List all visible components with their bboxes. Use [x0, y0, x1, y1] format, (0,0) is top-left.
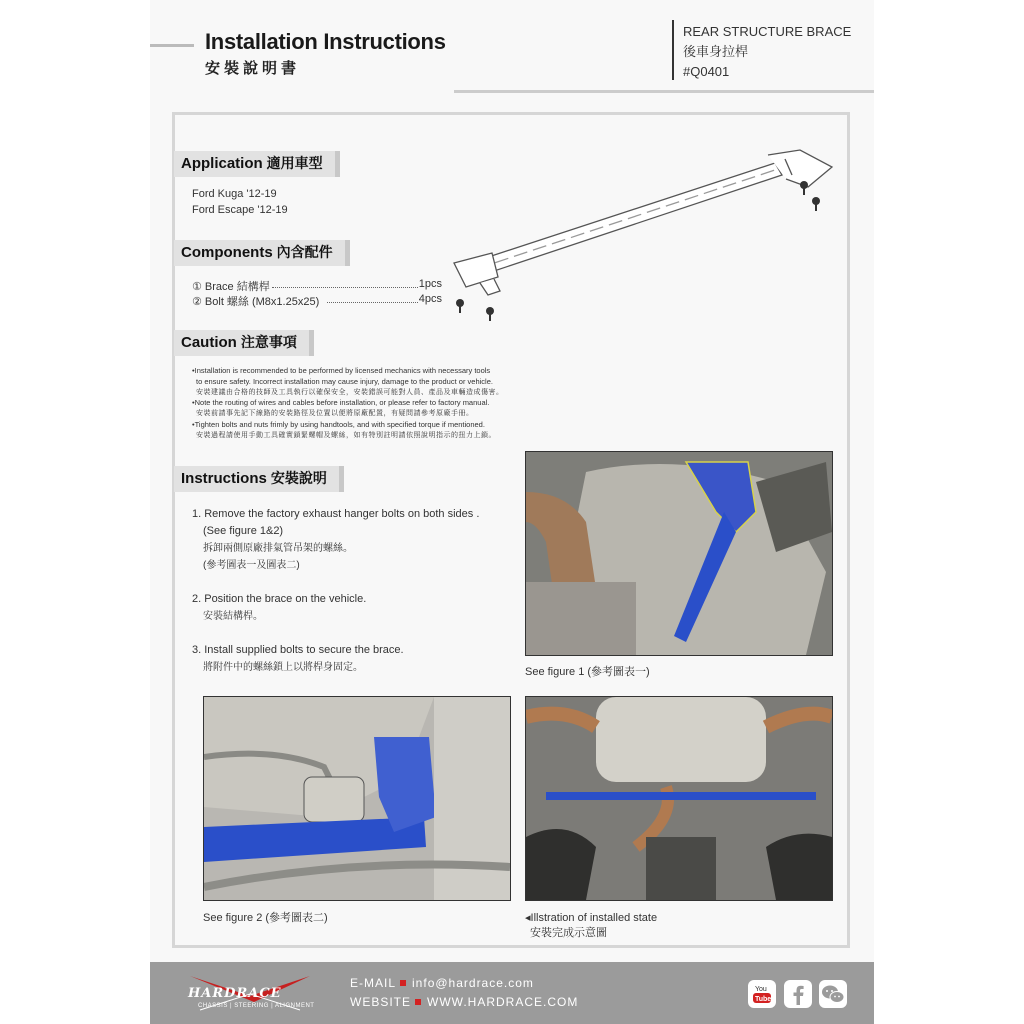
component-label: ① Brace 結構桿 [192, 281, 270, 293]
page-subtitle: 安裝說明書 [205, 59, 301, 77]
caution-line: •Tighten bolts and nuts frimly by using handtools, and with specified torque if mentioned. [192, 419, 485, 429]
component-qty: 4pcs [418, 293, 442, 305]
website-link[interactable]: WWW.HARDRACE.COM [427, 995, 579, 1009]
page-title: Installation Instructions [205, 29, 446, 54]
facebook-icon[interactable] [784, 980, 812, 1008]
youtube-icon[interactable] [748, 980, 776, 1008]
figure-2-caption: See figure 2 (參考圖表二) [203, 912, 328, 924]
part-number: #Q0401 [683, 64, 730, 79]
caution-line: 安裝前請事先記下線路的安裝路徑及位置以便將原廠配置，有疑問請參考原廠手冊。 [196, 410, 474, 418]
component-qty: 1pcs [418, 278, 442, 290]
caution-line: to ensure safety. Incorrect installation may cause injury, damage to the product or vehicle. [196, 376, 493, 386]
website-line: WEBSITE WWW.HARDRACE.COM [350, 995, 579, 1009]
figure-2-photo [203, 696, 511, 901]
email-line: E-MAIL info@hardrace.com [350, 976, 534, 990]
caution-line: 安裝建議由合格的技師及工具執行以確保安全，安裝錯誤可能對人員、產品及車輛造成傷害。 [196, 388, 504, 396]
brand-tagline: CHASSIS | STEERING | ALIGNMENT [198, 1003, 315, 1009]
header-bottom-rule [454, 90, 874, 93]
brand-name: HARDRACE [188, 986, 282, 1001]
leader-dots [327, 302, 418, 303]
step-2: 2. Position the brace on the vehicle. 安裝結構桿。 [192, 593, 367, 622]
caution-line: •Installation is recommended to be performed by licensed mechanics with necessary tools [192, 366, 491, 375]
leader-dots [272, 287, 418, 288]
instructions-heading: Instructions 安裝說明 [174, 466, 339, 492]
step-3: 3. Install supplied bolts to secure the brace. 將附件中的螺絲鎖上以將桿身固定。 [192, 644, 404, 673]
components-heading: Components 內含配件 [174, 240, 345, 266]
product-name-zh: 後車身拉桿 [683, 44, 749, 59]
component-row [192, 278, 442, 292]
component-row [192, 293, 442, 307]
figure-3-caption: ◂Illstration of installed state 安裝完成示意圖 [525, 912, 658, 939]
figure-1-caption: See figure 1 (參考圖表一) [525, 666, 650, 678]
instruction-steps [192, 506, 512, 693]
vehicle-item: Ford Kuga '12-19 [192, 188, 277, 200]
step-1: 1. Remove the factory exhaust hanger bolts on both sides . (See figure 1&2) 拆卸兩側原廠排氣管吊架的螺絲。 (參考圖表一及圖表二) [192, 508, 480, 571]
caution-line: 安裝過程請使用手動工具確實鎖緊螺帽及螺絲，如有特別註明請依照說明指示的扭力上鎖。 [196, 431, 496, 439]
caution-line: •Note the routing of wires and cables before installation, or please refer to factory manual. [192, 398, 490, 408]
header-divider [672, 20, 674, 80]
figure-3-photo [525, 696, 833, 901]
product-name: REAR STRUCTURE BRACE [683, 24, 852, 39]
caution-heading: Caution 注意事項 [174, 330, 309, 356]
application-heading: Application 適用車型 [174, 151, 335, 177]
header-rule [150, 44, 194, 47]
svg-text:You: You [755, 986, 767, 993]
component-label: ② Bolt 螺絲 (M8x1.25x25) [192, 296, 320, 308]
product-info [683, 22, 851, 82]
vehicle-item: Ford Escape '12-19 [192, 204, 288, 216]
figure-1-photo [525, 451, 833, 656]
brace-diagram [440, 145, 850, 325]
wechat-icon[interactable] [819, 980, 847, 1008]
caution-text [192, 366, 557, 442]
email-link[interactable]: info@hardrace.com [412, 976, 534, 990]
svg-text:Tube: Tube [755, 996, 772, 1003]
application-list [192, 186, 288, 218]
